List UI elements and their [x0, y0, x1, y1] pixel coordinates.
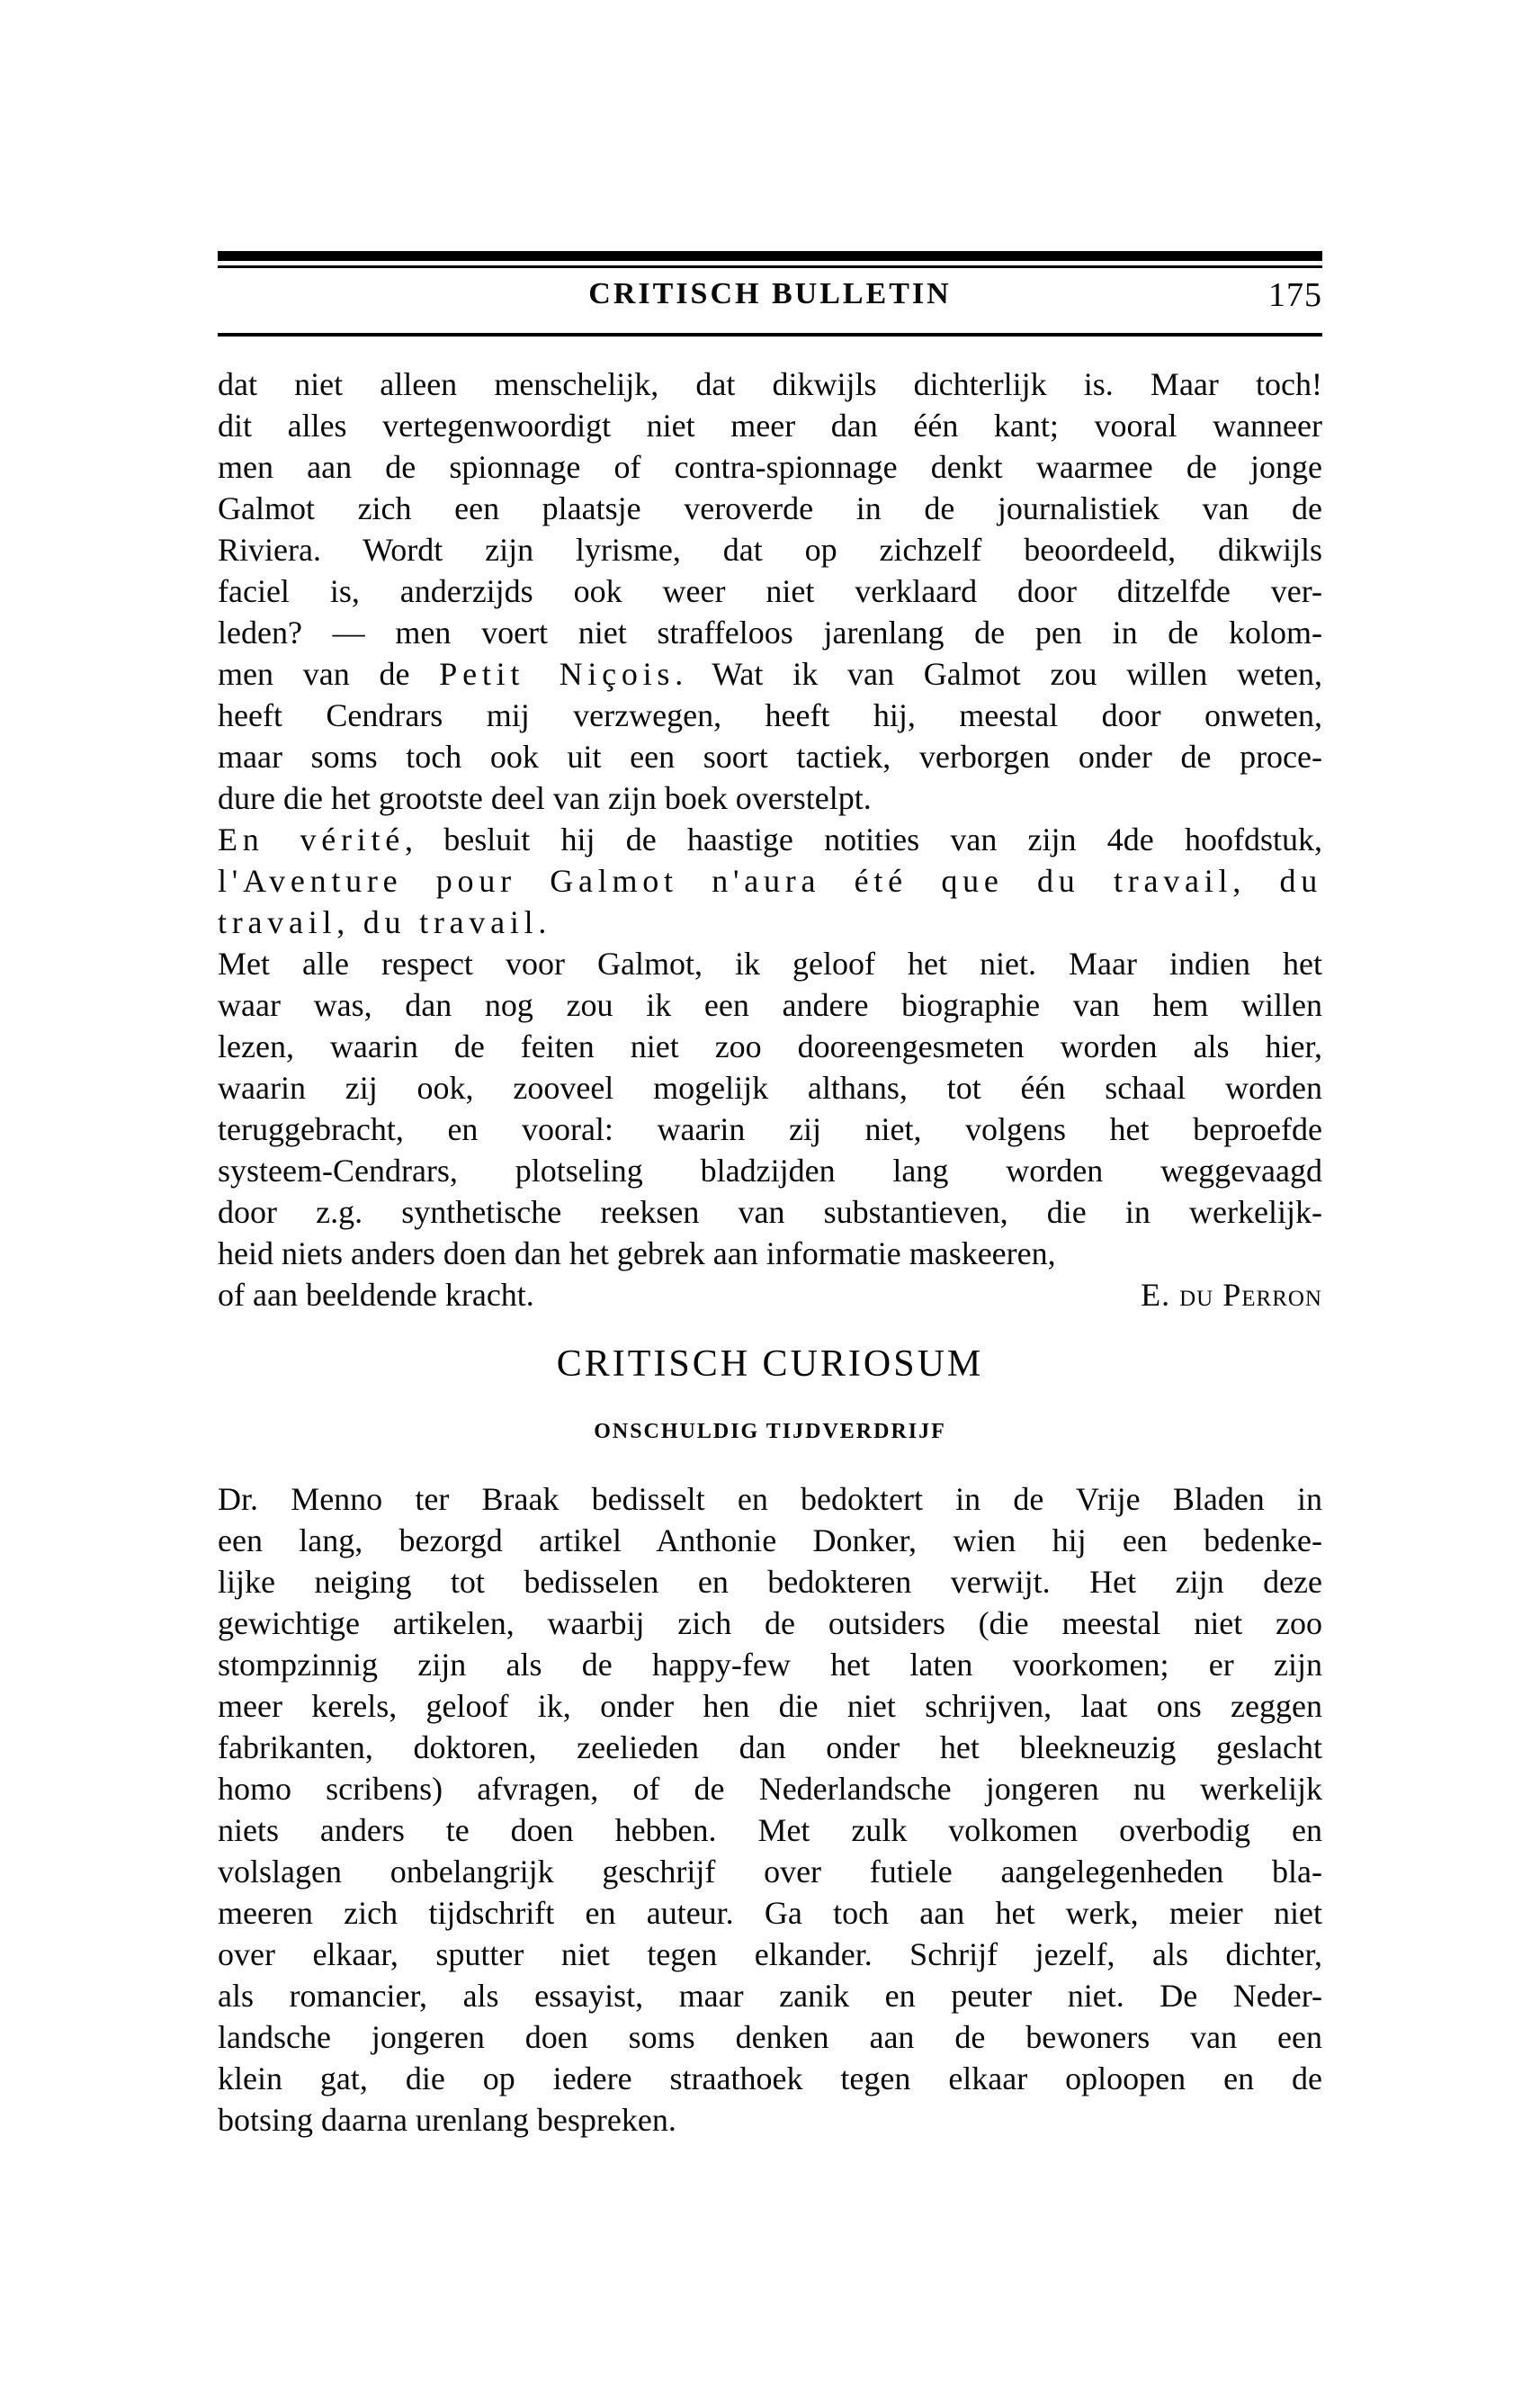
text-line [218, 860, 1322, 902]
letterspaced-text: Petit Niçois [439, 656, 676, 692]
text-line [218, 1191, 1322, 1233]
text-segment: faciel is, anderzijds ook weer niet verklaard door ditzelfde ver- [218, 573, 1322, 609]
text-segment: dat niet alleen menschelijk, dat dikwijls dichterlijk is. Maar toch! [218, 366, 1322, 402]
text-segment: landsche jongeren doen soms denken aan de bewoners van een [218, 2019, 1322, 2055]
letterspaced-text: En vérité [218, 821, 406, 857]
text-line [218, 736, 1322, 777]
text-line [218, 1768, 1322, 1809]
text-segment: . Wat ik van Galmot zou willen weten, [675, 656, 1322, 692]
text-segment: stompzinnig zijn als de happy-few het laten voorkomen; er zijn [218, 1647, 1322, 1683]
paragraph [218, 819, 1322, 943]
closing-text: of aan beeldende kracht. [218, 1277, 534, 1313]
text-segment: leden? — men voert niet straffeloos jarenlang de pen in de kolom- [218, 615, 1322, 651]
text-line [218, 446, 1322, 488]
text-segment: dit alles vertegenwoordigt niet meer dan één kant; vooral wanneer [218, 408, 1322, 444]
text-segment: Met alle respect voor Galmot, ik geloof het niet. Maar indien het [218, 946, 1322, 982]
text-line [218, 529, 1322, 570]
closing-line [218, 1274, 1322, 1315]
paragraph [218, 1478, 1322, 2141]
text-line [218, 1109, 1322, 1150]
text-line [218, 1233, 1322, 1274]
text-segment: teruggebracht, en vooral: waarin zij niet, volgens het beproefde [218, 1111, 1322, 1147]
section-title: CRITISCH CURIOSUM [556, 1343, 984, 1385]
text-line [218, 777, 1322, 819]
text-line [218, 1809, 1322, 1851]
top-thick-rule [218, 251, 1322, 261]
text-line [218, 1520, 1322, 1561]
text-segment: dure die het grootste deel van zijn boek overstelpt. [218, 780, 872, 816]
text-segment: waar was, dan nog zou ik een andere biographie van hem willen [218, 987, 1322, 1023]
journal-title: CRITISCH BULLETIN [588, 277, 952, 310]
article-body-review [218, 364, 1322, 1315]
text-line [218, 1727, 1322, 1768]
text-line [218, 653, 1322, 695]
text-segment: gewichtige artikelen, waarbij zich de outsiders (die meestal niet zoo [218, 1605, 1322, 1641]
text-line [218, 2099, 1322, 2141]
text-line [218, 488, 1322, 529]
text-segment: fabrikanten, doktoren, zeelieden dan onder het bleekneuzig geslacht [218, 1729, 1322, 1765]
text-line [218, 2016, 1322, 2058]
text-segment: heid niets anders doen dan het gebrek aan informatie maskeeren, [218, 1235, 1056, 1271]
text-line [218, 1685, 1322, 1727]
text-segment: men van de [218, 656, 440, 692]
text-line [218, 1892, 1322, 1934]
paragraph [218, 943, 1322, 1274]
text-segment: meeren zich tijdschrift en auteur. Ga toch aan het werk, meier niet [218, 1895, 1322, 1931]
author-signature: E. du Perron [1141, 1277, 1322, 1313]
text-line [218, 2058, 1322, 2099]
text-segment: heeft Cendrars mij verzwegen, heeft hij, meestal door onweten, [218, 697, 1322, 733]
text-segment: waarin zij ook, zooveel mogelijk althans, tot één schaal worden [218, 1070, 1322, 1106]
paragraph [218, 364, 1322, 819]
text-segment: volslagen onbelangrijk geschrijf over futiele aangelegenheden bla- [218, 1854, 1322, 1890]
text-line [218, 1851, 1322, 1892]
text-line [218, 1478, 1322, 1520]
text-line [218, 1602, 1322, 1644]
text-segment: door z.g. synthetische reeksen van substantieven, die in werkelijk- [218, 1194, 1322, 1230]
section-subtitle: ONSCHULDIG TIJDVERDRIJF [594, 1420, 946, 1443]
text-line [218, 612, 1322, 653]
text-segment: meer kerels, geloof ik, onder hen die niet schrijven, laat ons zeggen [218, 1688, 1322, 1724]
text-segment: , besluit hij de haastige notities van zijn 4de hoofdstuk, [405, 821, 1322, 857]
text-line [218, 902, 1322, 943]
text-segment: homo scribens) afvragen, of de Nederlandsche jongeren nu werkelijk [218, 1771, 1322, 1807]
text-line [218, 1561, 1322, 1602]
letterspaced-text: travail, du travail. [218, 904, 552, 940]
text-segment: systeem-Cendrars, plotseling bladzijden lang worden weggevaagd [218, 1153, 1322, 1189]
text-line [218, 364, 1322, 405]
text-segment: niets anders te doen hebben. Met zulk volkomen overbodig en [218, 1812, 1322, 1848]
letterspaced-text: l'Aventure pour Galmot n'aura été que du travail, du [218, 863, 1322, 899]
text-segment: men aan de spionnage of contra-spionnage denkt waarmee de jonge [218, 449, 1322, 485]
top-thin-rule [218, 265, 1322, 268]
text-segment: maar soms toch ook uit een soort tactiek, verborgen onder de proce- [218, 739, 1322, 775]
text-segment: Riviera. Wordt zijn lyrisme, dat op zichzelf beoordeeld, dikwijls [218, 532, 1322, 568]
text-line [218, 695, 1322, 736]
article-body-curiosum [218, 1478, 1322, 2141]
text-line [218, 1026, 1322, 1067]
text-segment: klein gat, die op iedere straathoek tegen elkaar oploopen en de [218, 2060, 1322, 2096]
text-segment: lezen, waarin de feiten niet zoo dooreengesmeten worden als hier, [218, 1028, 1322, 1064]
text-line [218, 984, 1322, 1026]
header-bottom-rule [218, 333, 1322, 337]
text-line [218, 943, 1322, 984]
text-segment: lijke neiging tot bedisselen en bedokteren verwijt. Het zijn deze [218, 1564, 1322, 1600]
text-line [218, 1067, 1322, 1109]
text-line [218, 405, 1322, 446]
text-segment: Galmot zich een plaatsje veroverde in de journalistiek van de [218, 490, 1322, 526]
page-number: 175 [1268, 276, 1322, 314]
text-line [218, 819, 1322, 860]
text-line [218, 1975, 1322, 2016]
text-segment: Dr. Menno ter Braak bedisselt en bedoktert in de Vrije Bladen in [218, 1481, 1322, 1517]
text-line [218, 1644, 1322, 1685]
text-segment: botsing daarna urenlang bespreken. [218, 2102, 676, 2138]
text-line [218, 1934, 1322, 1975]
text-segment: een lang, bezorgd artikel Anthonie Donker, wien hij een bedenke- [218, 1522, 1322, 1558]
text-segment: over elkaar, sputter niet tegen elkander. Schrijf jezelf, als dichter, [218, 1936, 1322, 1972]
text-line [218, 1150, 1322, 1191]
text-line [218, 570, 1322, 612]
running-head [218, 275, 1322, 320]
text-segment: als romancier, als essayist, maar zanik en peuter niet. De Neder- [218, 1978, 1322, 2014]
